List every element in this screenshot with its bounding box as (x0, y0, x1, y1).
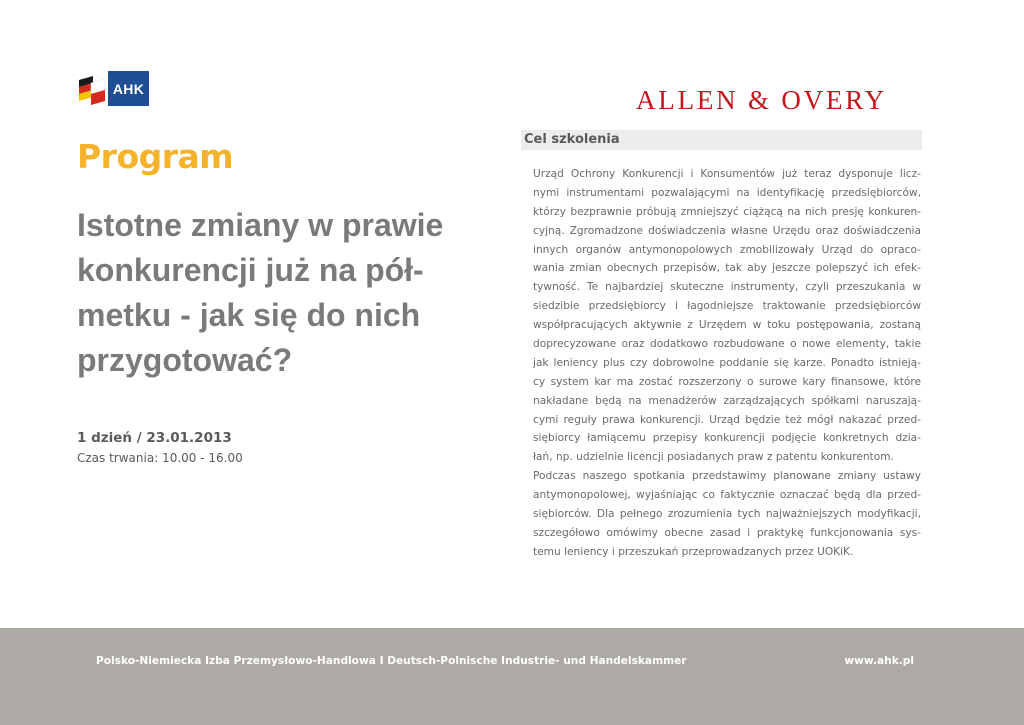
goal-text-line: łań, np. udzielnie licencji posiadanych praw z patentu konkurentom. (533, 451, 894, 464)
goal-text-line: siedzibie przedsiębiorcy i łagodniejsze traktowanie przedsiębiorców (533, 300, 921, 313)
goal-text-line: antymonopolowej, wyjaśniając co faktycznie oznaczać będą dla przed- (533, 489, 921, 502)
course-title-line: metku - jak się do nich (77, 297, 421, 333)
goal-text-line: tywność. Te najbardziej skuteczne instrumenty, czyli przeszukania w (533, 281, 921, 294)
course-title-line: przygotować? (77, 342, 293, 378)
goal-text-line: Podczas naszego spotkania przedstawimy planowane zmiany ustawy (533, 470, 921, 483)
ahk-logo-text: AHK (108, 71, 149, 106)
goal-body-text (533, 165, 921, 562)
goal-text-line: jak leniency plus czy dobrowolne poddanie się karze. Ponadto istnieją- (533, 356, 921, 369)
goal-text-line: wania zmian obecnych przepisów, tak aby jeszcze polepszyć ich efek- (533, 262, 921, 275)
goal-section-header: Cel szkolenia (521, 130, 922, 150)
course-title-line: konkurencji już na pół- (77, 252, 424, 288)
goal-text-line: siębiorcy łamiącemu przepisy konkurencji podjęcie konkretnych dzia- (533, 432, 921, 445)
footer-website-link[interactable]: www.ahk.pl (844, 655, 914, 667)
footer-organization: Polsko-Niemiecka Izba Przemysłowo-Handlowa I Deutsch-Polnische Industrie- und Handelskammer (96, 655, 687, 667)
goal-text-line: siębiorców. Dla pełnego zrozumienia tych najważniejszych modyfikacji, (533, 508, 921, 521)
goal-text-line: innych organów antymonopolowych zmobilizowały Urząd do opraco- (533, 243, 921, 256)
event-dates: 1 dzień / 23.01.2013 (77, 430, 232, 446)
allen-overy-logo: ALLEN & OVERY (636, 85, 887, 115)
ahk-logo (75, 71, 149, 106)
goal-text-line: Urząd Ochrony Konkurencji i Konsumentów już teraz dysponuje licz- (533, 168, 921, 180)
goal-text-line: cy system kar ma zostać rozszerzony o surowe kary finansowe, które (533, 375, 921, 388)
goal-text-line: którzy bezprawnie próbują zmniejszyć ciążącą na nich presję konkuren- (533, 205, 921, 218)
course-title-line: Istotne zmiany w prawie (77, 207, 444, 243)
goal-text-line: szczegółowo omówimy obecne zasad i praktykę funkcjonowania sys- (533, 526, 921, 539)
goal-text-line: cyjną. Zgromadzone doświadczenia własne Urzędu oraz doświadczenia (533, 224, 921, 237)
ahk-flag-icon (75, 71, 108, 106)
footer-bar (0, 628, 1024, 725)
event-duration: Czas trwania: 10.00 - 16.00 (77, 451, 243, 465)
course-title (77, 203, 497, 383)
program-heading: Program (77, 137, 234, 176)
goal-text-line: nymi instrumentami pozwalającymi na identyfikację przedsiębiorców, (533, 186, 921, 199)
goal-text-line: doprecyzowane oraz dodatkowo rozbudowane o nowe elementy, takie (533, 338, 921, 351)
goal-text-line: współpracujących aktywnie z Urzędem w toku postępowania, zostaną (533, 319, 921, 332)
goal-text-line: cymi reguły prawa konkurencji. Urząd będzie też mógł nakazać przed- (533, 413, 921, 426)
goal-text-line: temu leniency i przeszukań przeprowadzanych przez UOKiK. (533, 545, 854, 558)
goal-text-line: nakładane będą na menadżerów zarządzających spółkami naruszają- (533, 394, 921, 407)
